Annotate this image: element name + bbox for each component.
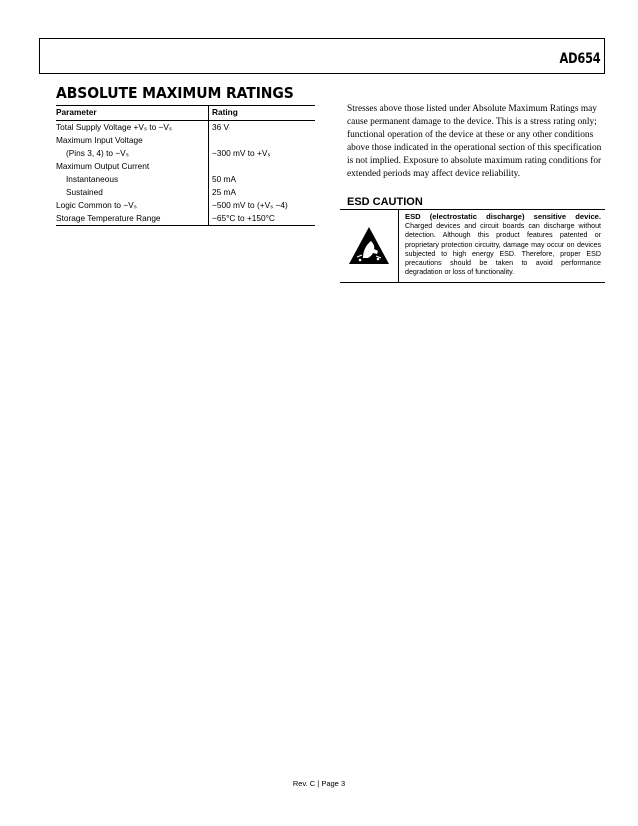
table-row — [56, 212, 315, 226]
parameter-cell: Sustained — [66, 187, 103, 198]
table-row — [56, 186, 315, 199]
parameter-cell: (Pins 3, 4) to −Vₛ — [66, 148, 129, 159]
rating-cell: −500 mV to (+Vₛ −4) — [209, 199, 316, 212]
esd-text-body: Charged devices and circuit boards can discharge without detection. Although this product features patented or proprietary protection circuitry, damage may occur on devices subjected to high energy ESD. Therefore, proper ESD precautions should be taken to avoid performance degradation or loss of functionality. — [405, 222, 601, 277]
column-header-parameter: Parameter — [56, 106, 209, 121]
table-header-row — [56, 106, 315, 121]
esd-heading: ESD CAUTION — [347, 196, 423, 208]
header-box — [39, 38, 605, 74]
part-number: AD654 — [559, 51, 600, 67]
stress-note: Stresses above those listed under Absolute Maximum Ratings may cause permanent damage to the device. This is a stress rating only; functional operation of the device at these or any other conditions above those indicated in the operational section of this specification is not implied. Exposure to absolute maximum rating conditions for extended periods may affect device reliability. — [347, 104, 602, 179]
page-footer: Rev. C | Page 3 — [292, 779, 346, 788]
esd-text — [405, 212, 601, 277]
esd-text-lead: ESD (electrostatic discharge) sensitive device. — [405, 212, 601, 221]
section-title: ABSOLUTE MAXIMUM RATINGS — [56, 84, 294, 102]
esd-divider — [398, 210, 399, 282]
parameter-cell: Storage Temperature Range — [56, 212, 209, 226]
rating-cell — [209, 134, 316, 147]
table-row — [56, 160, 315, 173]
table-row — [56, 121, 315, 135]
parameter-cell: Instantaneous — [66, 174, 119, 185]
rating-cell: −65°C to +150°C — [209, 212, 316, 226]
rating-cell: 36 V — [209, 121, 316, 135]
parameter-cell: Total Supply Voltage +Vₛ to −Vₛ — [56, 122, 172, 133]
table-row — [56, 199, 315, 212]
rating-cell: −300 mV to +Vₛ — [209, 147, 316, 160]
parameter-cell: Maximum Output Current — [56, 161, 150, 172]
esd-warning-icon — [347, 224, 391, 268]
rating-cell: 25 mA — [209, 186, 316, 199]
rating-cell: 50 mA — [209, 173, 316, 186]
table-row — [56, 134, 315, 147]
ratings-table — [56, 105, 315, 226]
column-header-rating: Rating — [209, 106, 316, 121]
table-row — [56, 147, 315, 160]
rating-cell — [209, 160, 316, 173]
esd-caution-box — [340, 209, 605, 283]
ratings-body — [56, 121, 315, 226]
parameter-cell: Maximum Input Voltage — [56, 135, 143, 146]
table-row — [56, 173, 315, 186]
parameter-cell: Logic Common to −Vₛ — [56, 200, 137, 211]
